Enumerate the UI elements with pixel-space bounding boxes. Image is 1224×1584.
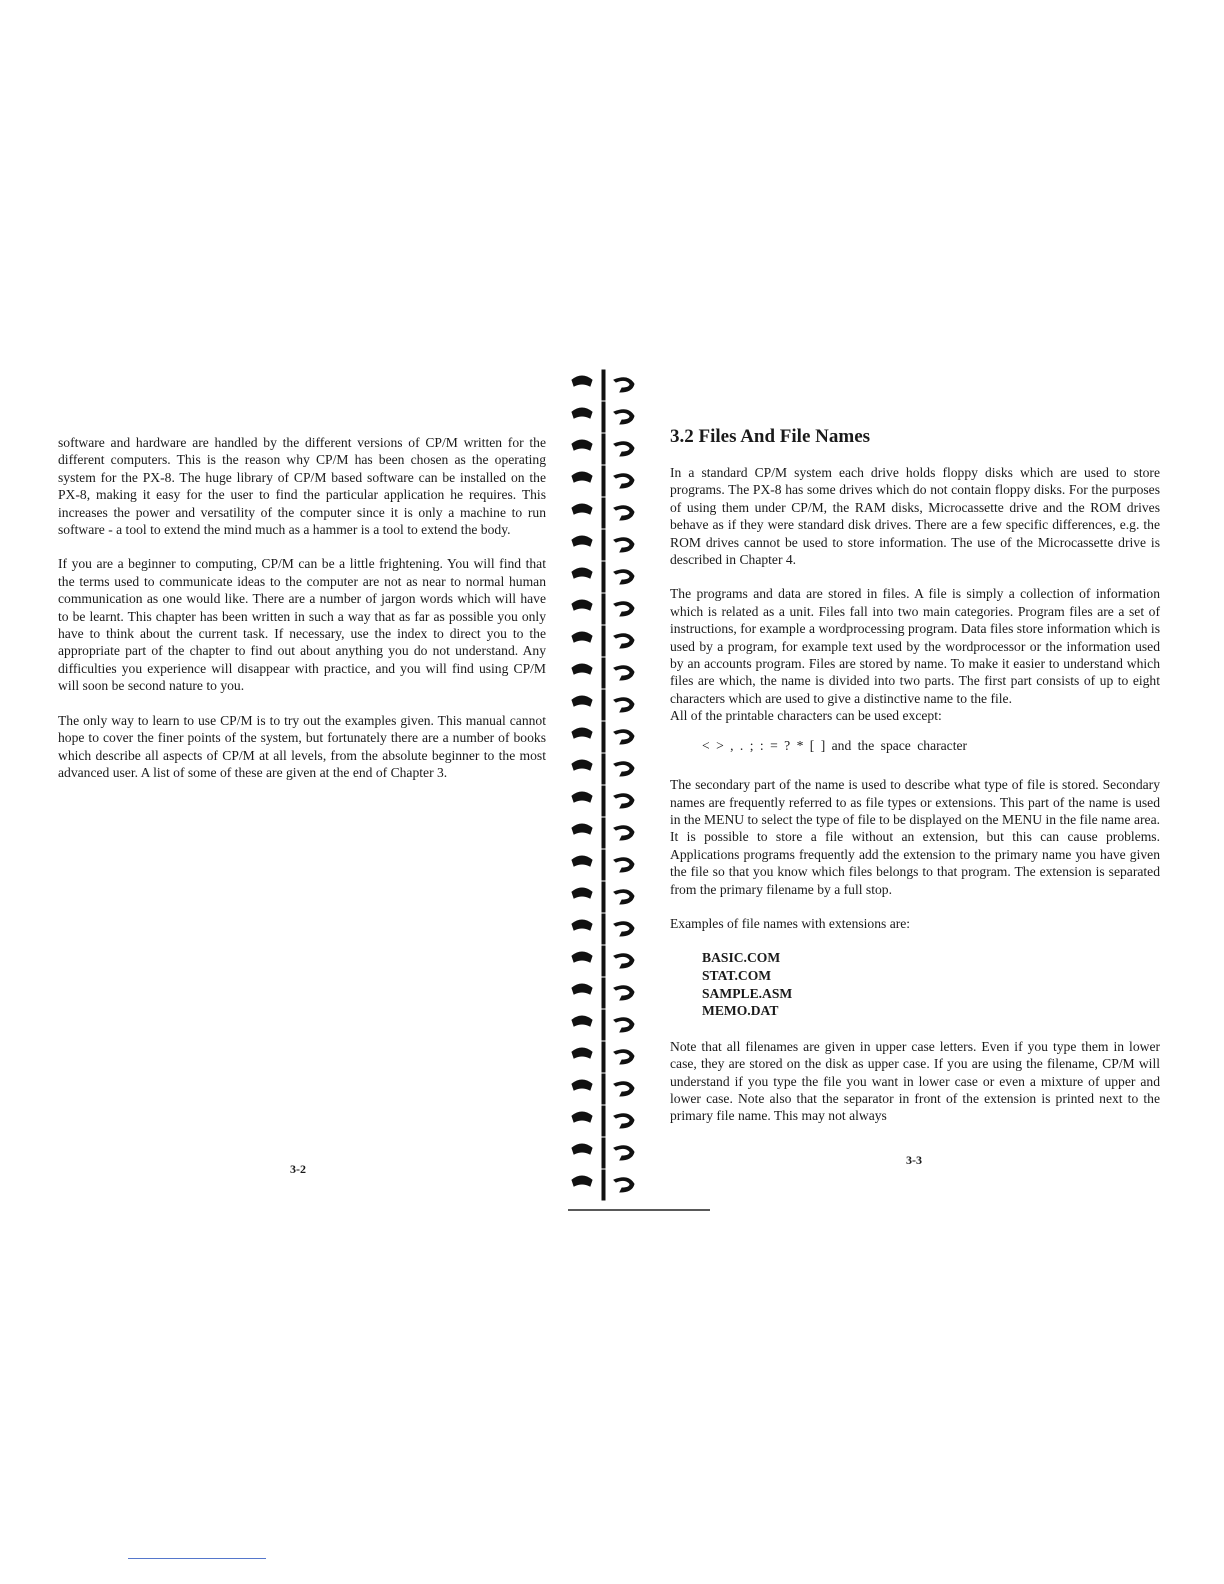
coil-left <box>572 1080 592 1090</box>
coil-right <box>614 954 634 968</box>
coil-left <box>572 568 592 578</box>
example-filename: STAT.COM <box>702 967 772 983</box>
coil-left <box>572 952 592 962</box>
paragraph: All of the printable characters can be used except: <box>670 708 942 724</box>
paragraph: The only way to learn to use CP/M is to try out the examples given. This manual cannot hope to cover the finer points of the system, but fortunately there are a number of books which describe all aspects of CP/M at all levels, from the absolute beginner to the most advanced user. A list of some of these are given at the end of Chapter 3. <box>58 712 546 780</box>
coil-spine <box>602 1042 605 1072</box>
coil-right <box>614 794 634 808</box>
coil-right <box>614 1178 634 1192</box>
coil-left <box>572 760 592 770</box>
coil-right <box>614 506 634 520</box>
coil-right <box>614 474 634 488</box>
paragraph: In a standard CP/M system each drive holds floppy disks which are used to store programs. The PX-8 has some drives which do not contain floppy disks. For the purposes of using them under CP/M, the RAM disks, Microcassette drive and the ROM drives behave as if they were standard disk drives. There are a few specific differences, e.g. the ROM drives cannot be used to store information. The use of the Microcassette drive is described in Chapter 4. <box>670 465 1160 568</box>
paragraph: The programs and data are stored in files. A file is simply a collection of information which is related as a unit. Files fall into two main categories. Program files are a set of instructions, for example a wordprocessing program. Data files store information which is used by a program, for example text used by the wordprocessor or the information used by an accounts program. Files are stored by name. To make it easier to understand which files are which, the name is divided into two parts. The first part consists of up to eight characters which are used to give a distinctive name to the file. <box>670 586 1160 706</box>
coil-spine <box>602 1138 605 1168</box>
paragraph: The secondary part of the name is used to describe what type of file is stored. Secondary names are frequently referred to as file types or extensions. This part of the name is used in the MENU to select the type of file to be displayed on the MENU in the file name area. It is possible to store a file without an extension, but this can cause problems. Applications programs frequently add the extension to the primary name you have given the file so that you know which files belongs to that program. The extension is separated from the primary filename by a full stop. <box>670 777 1160 897</box>
coil-spine <box>602 722 605 752</box>
coil-spine <box>602 754 605 784</box>
coil-right <box>614 826 634 840</box>
coil-spine <box>602 562 605 592</box>
example-filename: MEMO.DAT <box>702 1003 779 1019</box>
coil-left <box>572 1144 592 1154</box>
coil-left <box>572 536 592 546</box>
coil-left <box>572 1048 592 1058</box>
examples-list <box>702 949 1160 1019</box>
coil-left <box>572 1176 592 1186</box>
coil-spine <box>602 850 605 880</box>
coil-spine <box>602 626 605 656</box>
coil-right <box>614 666 634 680</box>
coil-right <box>614 698 634 712</box>
coil-left <box>572 600 592 610</box>
coil-spine <box>602 786 605 816</box>
coil-spine <box>602 914 605 944</box>
coil-spine <box>602 402 605 432</box>
coil-right <box>614 570 634 584</box>
coil-right <box>614 1114 634 1128</box>
coil-left <box>572 440 592 450</box>
coil-right <box>614 634 634 648</box>
coil-right <box>614 1050 634 1064</box>
paragraph: Note that all filenames are given in upper case letters. Even if you type them in lower case, they are stored on the disk as upper case. If you are using the filename, CP/M will understand if you type the file you want in lower case or even a mixture of upper and lower case. Note also that the separator in front of the extension is printed next to the primary file name. This may not always <box>670 1038 1160 1124</box>
coil-left <box>572 984 592 994</box>
page-number-right: 3-3 <box>906 1153 922 1167</box>
coil-left <box>572 888 592 898</box>
coil-spine <box>602 466 605 496</box>
page-number-left: 3-2 <box>290 1162 306 1176</box>
left-page <box>58 434 546 798</box>
coil-left <box>572 632 592 642</box>
coil-spine <box>602 1106 605 1136</box>
coil-right <box>614 442 634 456</box>
coil-left <box>572 920 592 930</box>
coil-left <box>572 824 592 834</box>
coil-spine <box>602 946 605 976</box>
coil-spine <box>602 1074 605 1104</box>
coil-right <box>614 1146 634 1160</box>
coil-left <box>572 408 592 418</box>
coil-spine <box>602 882 605 912</box>
excluded-characters: < > , . ; : = ? * [ ] and the space character <box>702 737 968 753</box>
coil-right <box>614 986 634 1000</box>
coil-spine <box>602 1010 605 1040</box>
right-page <box>670 424 1160 1142</box>
coil-left <box>572 1016 592 1026</box>
coil-right <box>614 858 634 872</box>
paragraph: software and hardware are handled by the different versions of CP/M written for the different computers. This is the reason why CP/M has been chosen as the operating system for the PX-8. The huge library of CP/M based software can be installed on the PX-8, making it easy for the user to find the particular application he requires. This increases the power and versatility of the computer since it is only a machine to run software - a tool to extend the mind much as a hammer is a tool to extend the body. <box>58 435 546 538</box>
coil-left <box>572 472 592 482</box>
coil-right <box>614 602 634 616</box>
coil-right <box>614 1018 634 1032</box>
coil-left <box>572 696 592 706</box>
example-filename: BASIC.COM <box>702 950 781 966</box>
coil-right <box>614 762 634 776</box>
coil-spine <box>602 658 605 688</box>
coil-left <box>572 856 592 866</box>
coil-spine <box>602 690 605 720</box>
coil-right <box>614 922 634 936</box>
coil-right <box>614 410 634 424</box>
coil-spine <box>602 978 605 1008</box>
coil-spine <box>602 594 605 624</box>
coil-right <box>614 890 634 904</box>
coil-right <box>614 538 634 552</box>
coil-left <box>572 376 592 386</box>
coil-left <box>572 664 592 674</box>
coil-spine <box>602 434 605 464</box>
footer-line <box>128 1558 266 1559</box>
coil-right <box>614 1082 634 1096</box>
paragraph: Examples of file names with extensions are: <box>670 915 911 931</box>
coil-right <box>614 378 634 392</box>
coil-left <box>572 504 592 514</box>
coil-spine <box>602 818 605 848</box>
coil-spine <box>602 530 605 560</box>
coil-spine <box>602 1170 605 1200</box>
example-filename: SAMPLE.ASM <box>702 985 793 1001</box>
coil-left <box>572 1112 592 1122</box>
paragraph: If you are a beginner to computing, CP/M can be a little frightening. You will find that the terms used to communicate ideas to the computer are not as near to normal human communication as one would like. There are a number of jargon words which will have to be learnt. This chapter has been written in such a way that as far as possible you only have to think about the current task. If necessary, use the index to direct you to the appropriate part of the chapter to find out about anything you do not understand. Any difficulties you experience will disappear with practice, and you will find using CP/M will soon be second nature to you. <box>58 556 546 694</box>
coil-spine <box>602 498 605 528</box>
coil-left <box>572 728 592 738</box>
coil-spine <box>602 370 605 400</box>
coil-right <box>614 730 634 744</box>
coil-left <box>572 792 592 802</box>
section-heading: 3.2 Files And File Names <box>670 426 871 447</box>
